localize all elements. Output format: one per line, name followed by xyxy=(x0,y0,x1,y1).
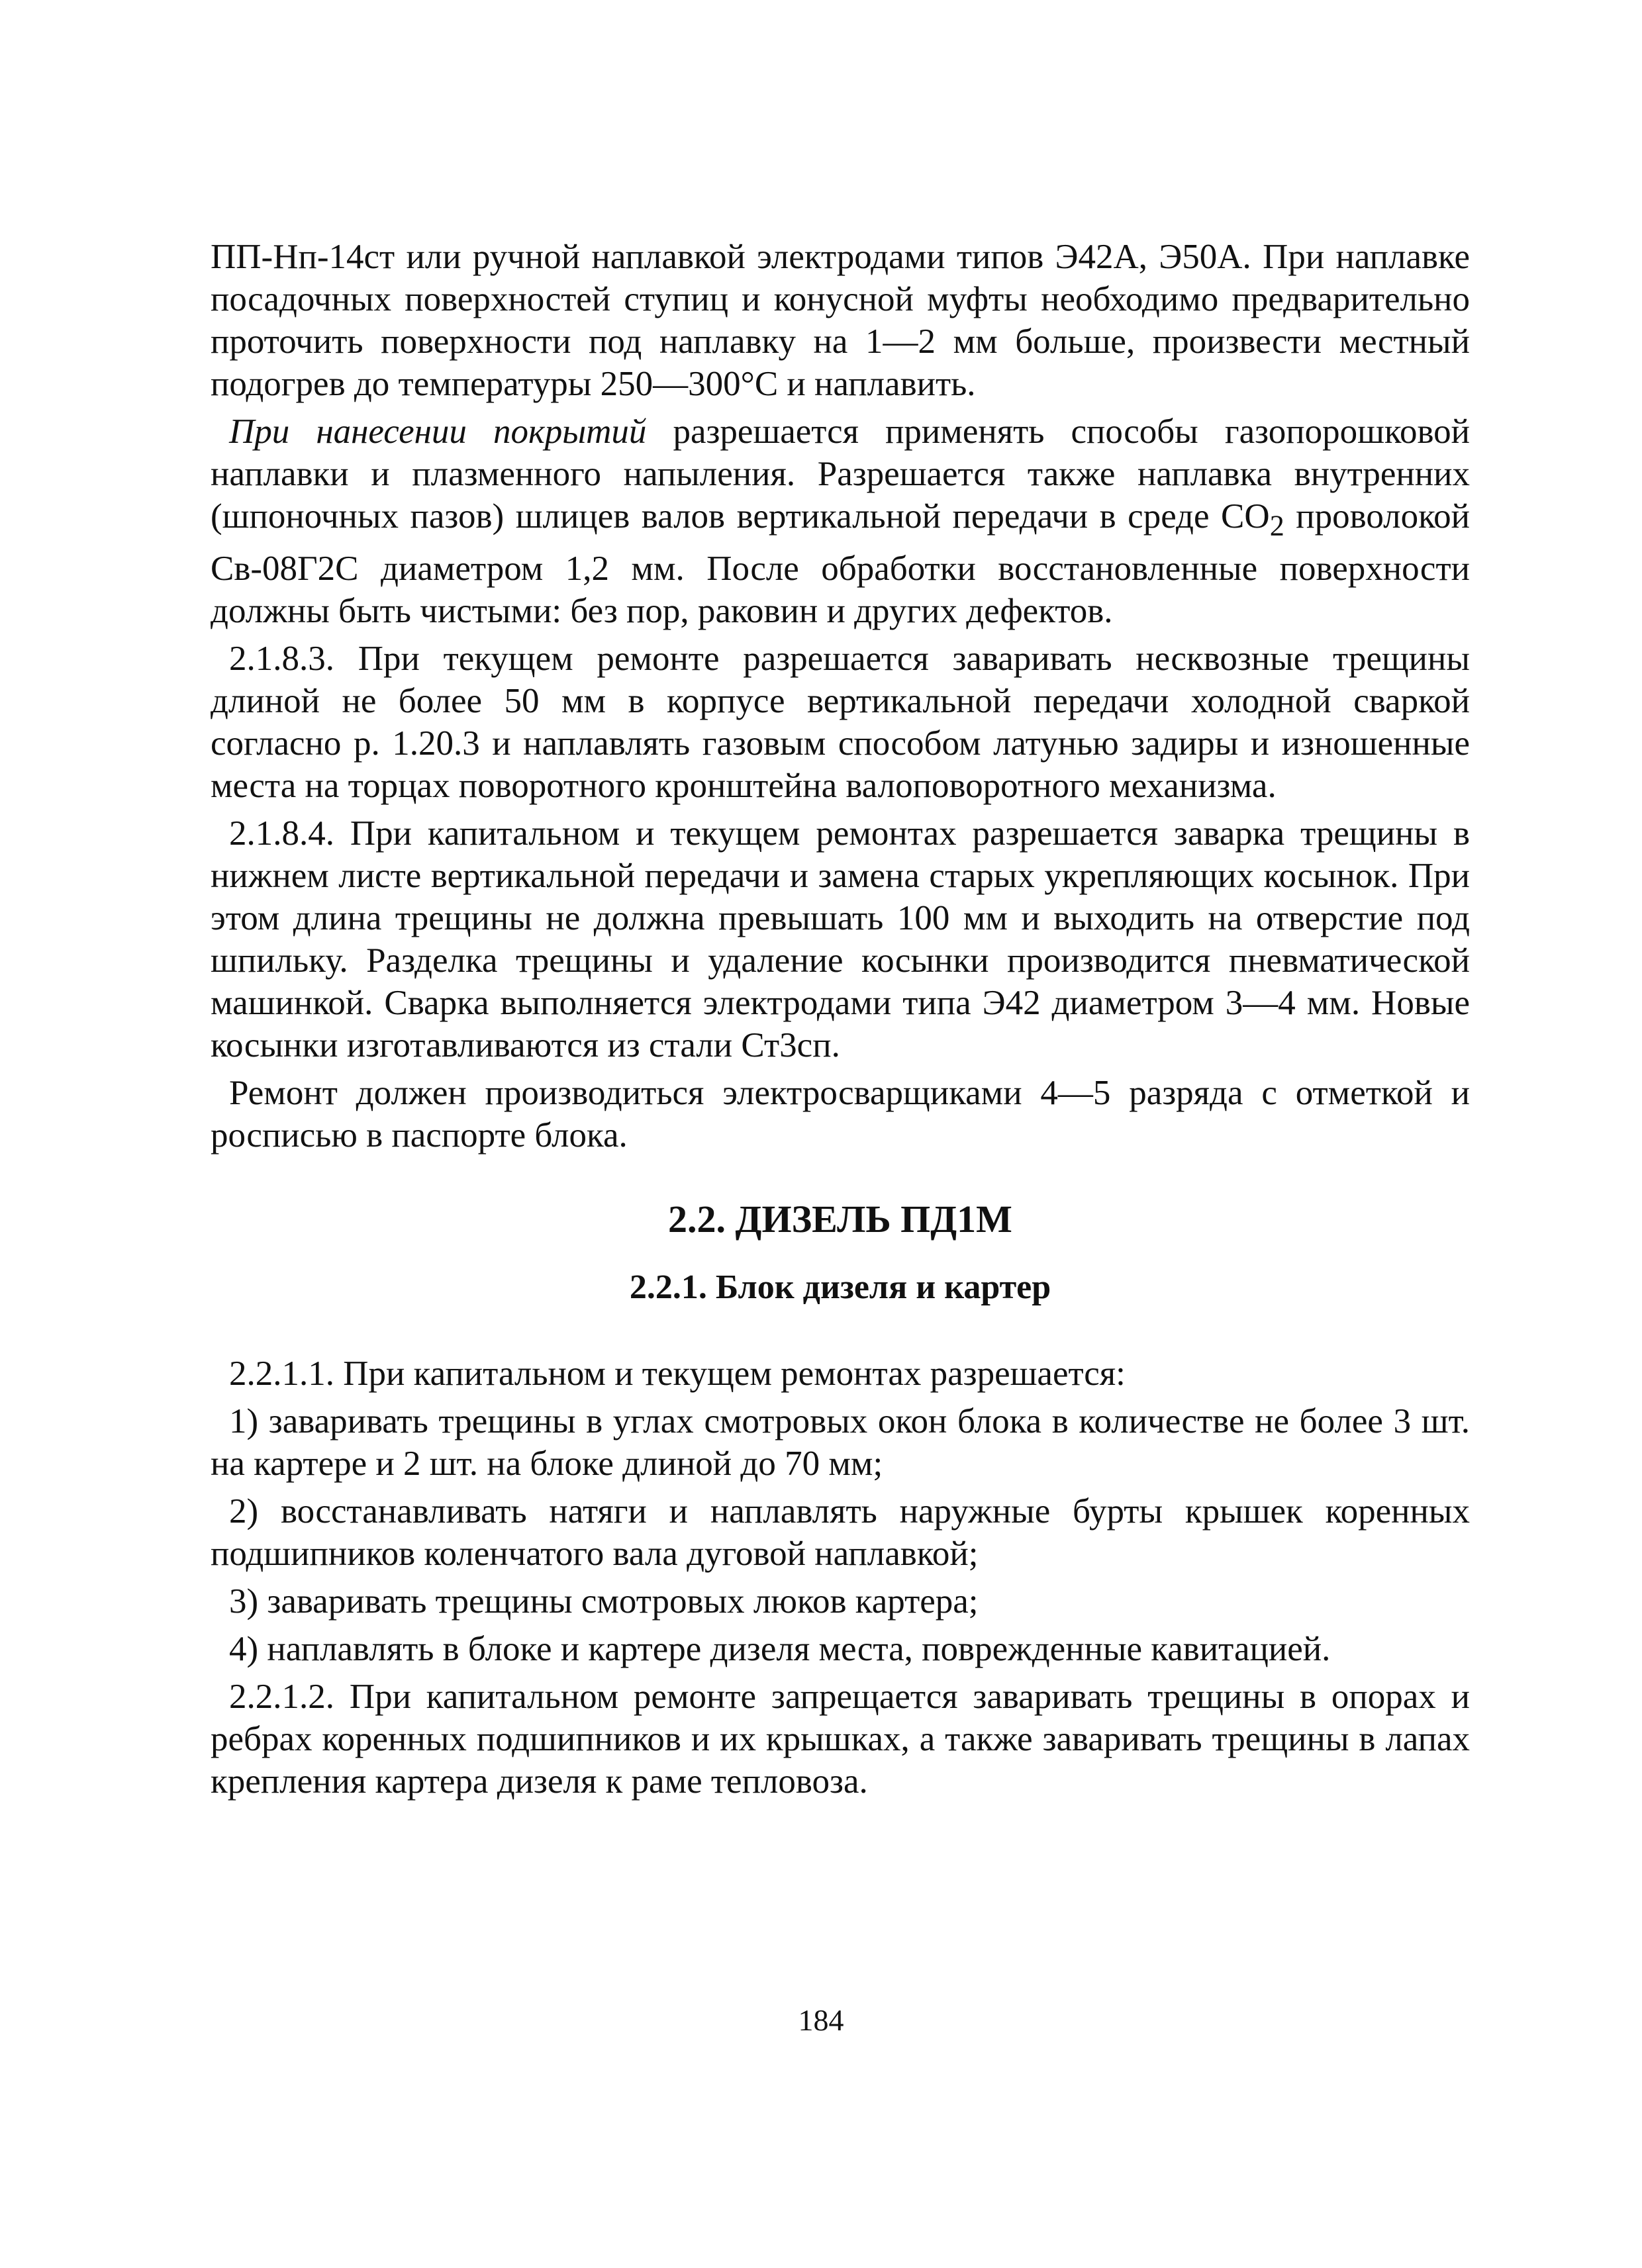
list-item-3: 3) заваривать трещины смотровых люков картера; xyxy=(229,1582,979,1621)
co2-subscript: 2 xyxy=(1269,509,1284,542)
paragraph-welders-qualification: Ремонт должен производиться электросварщиками 4—5 разряда с отметкой и росписью в паспорте блока. xyxy=(211,1073,1470,1155)
section-heading: 2.2. ДИЗЕЛЬ ПД1М xyxy=(668,1197,1012,1241)
coatings-text: разрешается применять способы газопорошковой наплавки и плазменного напыления. Разрешается также наплавка внутренних (шпоночных пазов) шлицев валов вертикальной передачи в среде CO xyxy=(211,412,1470,536)
italic-lead-in: При нанесении покрытий xyxy=(229,412,647,451)
page-number: 184 xyxy=(798,2003,844,2037)
list-item-2: 2) восстанавливать натяги и наплавлять наружные бурты крышек коренных подшипников коленчатого вала дуговой наплавкой; xyxy=(211,1491,1470,1573)
paragraph-2-2-1-2: 2.2.1.2. При капитальном ремонте запрещается заваривать трещины в опорах и ребрах коренных подшипников и их крышках, а также заваривать трещины в лапах крепления картера дизеля к раме тепловоза. xyxy=(211,1677,1470,1801)
coatings-text-tail: проволокой Св-08Г2С диаметром 1,2 мм. После обработки восстановленные поверхности должны быть чистыми: без пор, раковин и других дефектов. xyxy=(211,497,1470,630)
paragraph-2-1-8-3: 2.1.8.3. При текущем ремонте разрешается заваривать несквозные трещины длиной не более 50 мм в корпусе вертикальной передачи холодной сваркой согласно р. 1.20.3 и наплавлять газовым способом латунью задиры и изношенные места на торцах поворотного кронштейна валоповоротного механизма. xyxy=(211,639,1470,805)
subsection-heading: 2.2.1. Блок дизеля и картер xyxy=(629,1268,1051,1306)
list-item-1: 1) заваривать трещины в углах смотровых окон блока в количестве не более 3 шт. на картере и 2 шт. на блоке длиной до 70 мм; xyxy=(211,1401,1470,1483)
list-item-4: 4) наплавлять в блоке и картере дизеля места, поврежденные кавитацией. xyxy=(229,1629,1331,1668)
page-body xyxy=(211,236,1470,1803)
paragraph-2-1-8-4: 2.1.8.4. При капитальном и текущем ремонтах разрешается заварка трещины в нижнем листе вертикальной передачи и замена старых укрепляющих косынок. При этом длина трещины не должна превышать 100 мм и выходить на отверстие под шпильку. Разделка трещины и удаление косынки производится пневматической машинкой. Сварка выполняется электродами типа Э42 диаметром 3—4 мм. Новые косынки изготавливаются из стали Ст3сп. xyxy=(211,814,1470,1064)
paragraph-2-2-1-1: 2.2.1.1. При капитальном и текущем ремонтах разрешается: xyxy=(229,1354,1126,1393)
paragraph-coatings xyxy=(211,410,1470,632)
paragraph-welding-electrodes: ПП-Нп-14ст или ручной наплавкой электродами типов Э42А, Э50А. При наплавке посадочных поверхностей ступиц и конусной муфты необходимо предварительно проточить поверхности под наплавку на 1—2 мм больше, произвести местный подогрев до температуры 250—300°С и наплавить. xyxy=(211,238,1470,403)
